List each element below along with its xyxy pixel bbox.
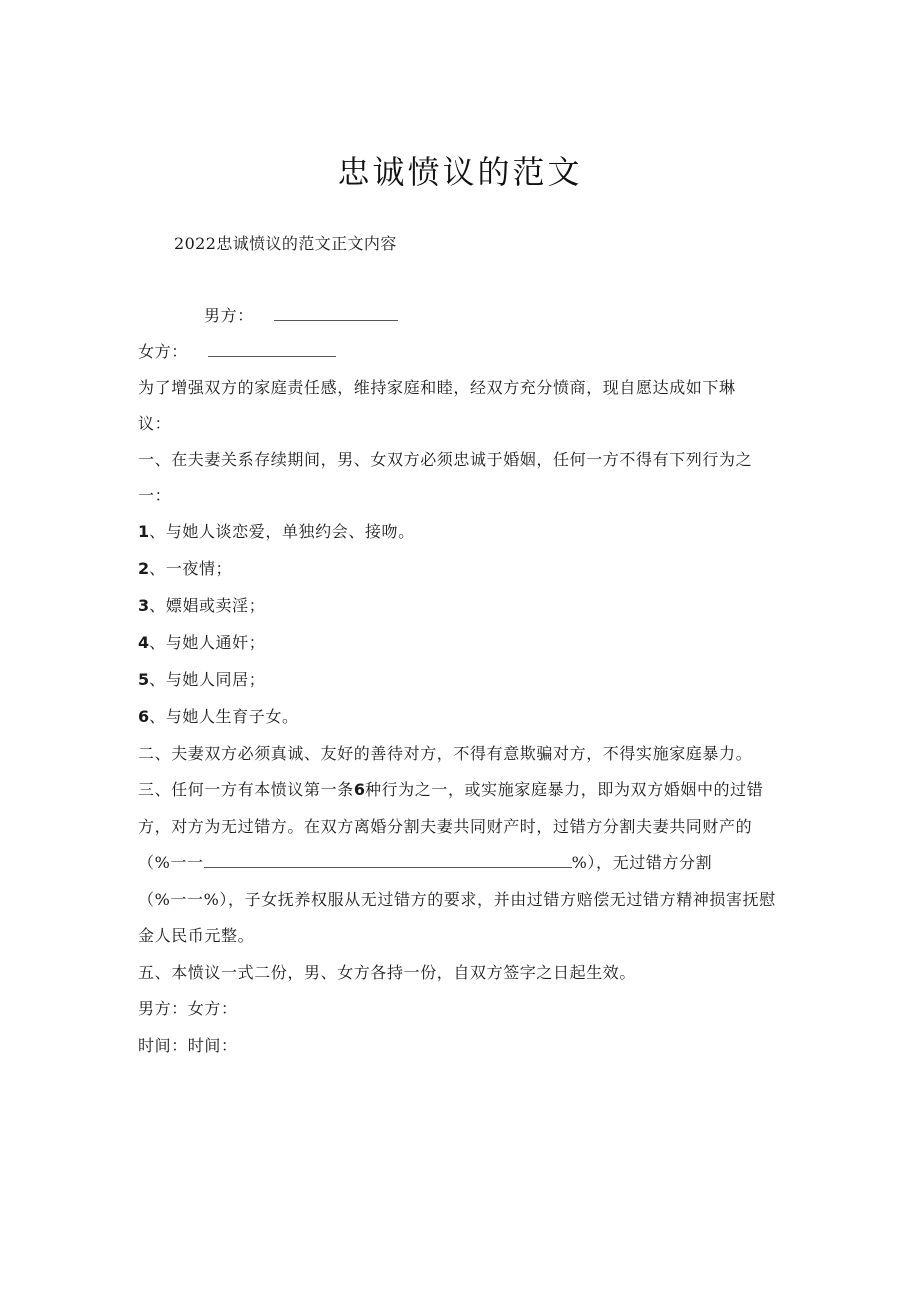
clause-three-text-b: 种行为之一，或实施家庭暴力，即为双方婚姻中的过错 bbox=[364, 780, 764, 799]
list-item-number: 6 bbox=[138, 707, 150, 726]
wife-label: 女方： bbox=[138, 342, 188, 361]
document-title: 忠诚愤议的范文 bbox=[337, 153, 583, 191]
list-item bbox=[138, 520, 415, 544]
clause-three-line-5: 金人民币元整。 bbox=[138, 926, 255, 945]
list-item bbox=[138, 668, 265, 692]
husband-name-blank bbox=[274, 306, 398, 321]
date-line: 时间：时间： bbox=[138, 1036, 238, 1055]
intro-paragraph-line-1: 为了增强双方的家庭责任感，维持家庭和睦，经双方充分愤商，现自愿达成如下琳 bbox=[138, 378, 736, 397]
list-item bbox=[138, 557, 232, 581]
signature-line: 男方：女方： bbox=[138, 999, 238, 1018]
percent-blank bbox=[204, 853, 572, 868]
clause-three-line-3 bbox=[138, 851, 712, 875]
list-item bbox=[138, 594, 265, 618]
clause-three-text-a: 三、任何一方有本愤议第一条 bbox=[138, 780, 354, 799]
list-item-number: 4 bbox=[138, 633, 150, 652]
list-item-text: 、与她人通奸； bbox=[149, 633, 266, 652]
clause-one-line-2: 一： bbox=[138, 486, 172, 505]
husband-label: 男方： bbox=[204, 306, 254, 325]
subtitle-text: 2022忠诚愤议的范文正文内容 bbox=[174, 234, 397, 253]
list-item-text: 、与她人生育子女。 bbox=[149, 707, 299, 726]
list-item-number: 3 bbox=[138, 596, 150, 615]
clause-one-line-1: 一、在夫妻关系存续期间，男、女双方必须忠诚于婚姻，任何一方不得有下列行为之 bbox=[138, 450, 753, 469]
clause-five: 五、本愤议一式二份，男、女方各持一份，自双方签字之日起生效。 bbox=[138, 963, 637, 982]
list-item-number: 2 bbox=[138, 559, 150, 578]
percent-open-text: （%一一 bbox=[138, 853, 204, 872]
clause-three-number: 6 bbox=[353, 780, 365, 799]
clause-three-line-4: （%一一%），子女抚养权服从无过错方的要求，并由过错方赔偿无过错方精神损害抚慰 bbox=[138, 890, 776, 909]
list-item-text: 、嫖娼或卖淫； bbox=[149, 596, 266, 615]
clause-three-line-1 bbox=[138, 778, 763, 802]
clause-three-line-2: 方，对方为无过错方。在双方离婚分割夫妻共同财产时，过错方分割夫妻共同财产的 bbox=[138, 817, 753, 836]
document-subtitle bbox=[174, 232, 397, 256]
wife-name-blank bbox=[208, 342, 336, 357]
list-item-number: 5 bbox=[138, 670, 150, 689]
intro-paragraph-line-2: 议： bbox=[138, 414, 172, 433]
list-item bbox=[138, 705, 299, 729]
clause-two: 二、夫妻双方必须真诚、友好的善待对方，不得有意欺骗对方，不得实施家庭暴力。 bbox=[138, 744, 753, 763]
husband-line bbox=[204, 304, 398, 328]
list-item-text: 、一夜情； bbox=[149, 559, 233, 578]
percent-close-text: %），无过错方分割 bbox=[571, 853, 713, 872]
wife-line bbox=[138, 340, 336, 364]
list-item bbox=[138, 631, 265, 655]
list-item-number: 1 bbox=[138, 522, 150, 541]
list-item-text: 、与她人谈恋爱，单独约会、接吻。 bbox=[149, 522, 415, 541]
list-item-text: 、与她人同居； bbox=[149, 670, 266, 689]
